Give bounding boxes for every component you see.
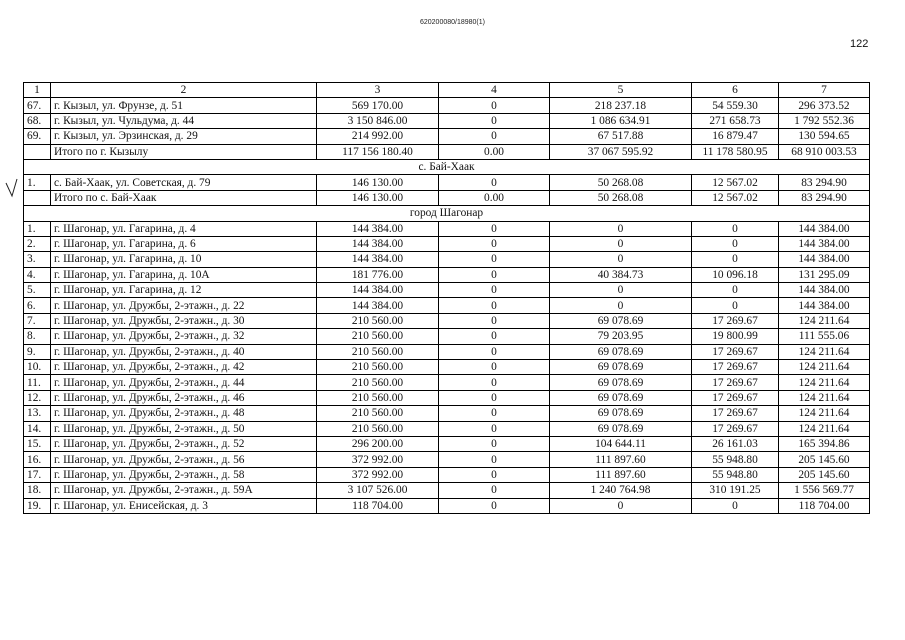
- col6-value: 54 559.30: [692, 98, 779, 113]
- col3-value: 144 384.00: [317, 298, 439, 313]
- address: г. Шагонар, ул. Дружбы, 2-этажн., д. 22: [51, 298, 317, 313]
- col3-value: 117 156 180.40: [317, 144, 439, 159]
- col5-value: 69 078.69: [550, 406, 692, 421]
- col7-value: 124 211.64: [779, 360, 870, 375]
- col5-value: 50 268.08: [550, 190, 692, 205]
- financing-table: [23, 82, 870, 514]
- row-number: 9.: [24, 344, 51, 359]
- address: г. Шагонар, ул. Гагарина, д. 6: [51, 236, 317, 251]
- table-row: [24, 98, 870, 113]
- column-header: 6: [692, 83, 779, 98]
- col5-value: 69 078.69: [550, 360, 692, 375]
- table-row: [24, 421, 870, 436]
- col6-value: 26 161.03: [692, 436, 779, 451]
- table-row: [24, 113, 870, 128]
- col4-value: 0: [439, 298, 550, 313]
- col4-value: 0: [439, 406, 550, 421]
- col6-value: 17 269.67: [692, 421, 779, 436]
- col6-value: 17 269.67: [692, 375, 779, 390]
- col6-value: 17 269.67: [692, 406, 779, 421]
- row-number: 68.: [24, 113, 51, 128]
- col7-value: 118 704.00: [779, 498, 870, 513]
- col7-value: 296 373.52: [779, 98, 870, 113]
- col4-value: 0: [439, 129, 550, 144]
- table-row: [24, 283, 870, 298]
- address: г. Шагонар, ул. Дружбы, 2-этажн., д. 56: [51, 452, 317, 467]
- col7-value: 83 294.90: [779, 175, 870, 190]
- section-title: с. Бай-Хаак: [24, 159, 870, 174]
- row-number: 6.: [24, 298, 51, 313]
- table-row: [24, 390, 870, 405]
- col5-value: 1 086 634.91: [550, 113, 692, 128]
- col5-value: 0: [550, 236, 692, 251]
- col6-value: 19 800.99: [692, 329, 779, 344]
- col5-value: 104 644.11: [550, 436, 692, 451]
- address: с. Бай-Хаак, ул. Советская, д. 79: [51, 175, 317, 190]
- col6-value: 12 567.02: [692, 175, 779, 190]
- col4-value: 0: [439, 344, 550, 359]
- col6-value: 17 269.67: [692, 344, 779, 359]
- col4-value: 0: [439, 221, 550, 236]
- table-body: [24, 83, 870, 514]
- table-row: [24, 452, 870, 467]
- total-row: [24, 144, 870, 159]
- col3-value: 210 560.00: [317, 375, 439, 390]
- col6-value: 11 178 580.95: [692, 144, 779, 159]
- col7-value: 205 145.60: [779, 452, 870, 467]
- col3-value: 210 560.00: [317, 390, 439, 405]
- col4-value: 0.00: [439, 144, 550, 159]
- col7-value: 1 556 569.77: [779, 483, 870, 498]
- col5-value: 1 240 764.98: [550, 483, 692, 498]
- table-row: [24, 483, 870, 498]
- col5-value: 69 078.69: [550, 390, 692, 405]
- address: г. Шагонар, ул. Гагарина, д. 10А: [51, 267, 317, 282]
- address: г. Шагонар, ул. Дружбы, 2-этажн., д. 30: [51, 313, 317, 328]
- table-row: [24, 467, 870, 482]
- col6-value: 10 096.18: [692, 267, 779, 282]
- table-row: [24, 344, 870, 359]
- column-header: 3: [317, 83, 439, 98]
- col5-value: 0: [550, 252, 692, 267]
- col7-value: 83 294.90: [779, 190, 870, 205]
- table-row: [24, 313, 870, 328]
- table-row: [24, 360, 870, 375]
- address: г. Кызыл, ул. Эрзинская, д. 29: [51, 129, 317, 144]
- col4-value: 0: [439, 483, 550, 498]
- col3-value: 372 992.00: [317, 467, 439, 482]
- col3-value: 210 560.00: [317, 313, 439, 328]
- address: г. Кызыл, ул. Фрунзе, д. 51: [51, 98, 317, 113]
- row-number: 11.: [24, 375, 51, 390]
- col5-value: 0: [550, 298, 692, 313]
- row-number: 13.: [24, 406, 51, 421]
- table-row: [24, 221, 870, 236]
- col4-value: 0.00: [439, 190, 550, 205]
- col4-value: 0: [439, 267, 550, 282]
- column-header: 5: [550, 83, 692, 98]
- col3-value: 3 107 526.00: [317, 483, 439, 498]
- col4-value: 0: [439, 113, 550, 128]
- section-row: [24, 206, 870, 221]
- col5-value: 37 067 595.92: [550, 144, 692, 159]
- col4-value: 0: [439, 498, 550, 513]
- col4-value: 0: [439, 467, 550, 482]
- col3-value: 118 704.00: [317, 498, 439, 513]
- col5-value: 69 078.69: [550, 375, 692, 390]
- column-header: 2: [51, 83, 317, 98]
- col3-value: 144 384.00: [317, 283, 439, 298]
- table-row: [24, 252, 870, 267]
- row-number: 7.: [24, 313, 51, 328]
- address: г. Шагонар, ул. Гагарина, д. 4: [51, 221, 317, 236]
- row-number: 4.: [24, 267, 51, 282]
- col7-value: 124 211.64: [779, 344, 870, 359]
- page-number: 122: [850, 38, 869, 50]
- col7-value: 124 211.64: [779, 313, 870, 328]
- column-header: 1: [24, 83, 51, 98]
- col3-value: 3 150 846.00: [317, 113, 439, 128]
- col4-value: 0: [439, 283, 550, 298]
- address: г. Кызыл, ул. Чульдума, д. 44: [51, 113, 317, 128]
- total-row: [24, 190, 870, 205]
- table-row: [24, 298, 870, 313]
- col6-value: 0: [692, 236, 779, 251]
- col7-value: 165 394.86: [779, 436, 870, 451]
- col5-value: 79 203.95: [550, 329, 692, 344]
- row-number: 1.: [24, 221, 51, 236]
- row-number: [24, 190, 51, 205]
- table-row: [24, 236, 870, 251]
- col4-value: 0: [439, 375, 550, 390]
- address: г. Шагонар, ул. Гагарина, д. 10: [51, 252, 317, 267]
- col3-value: 372 992.00: [317, 452, 439, 467]
- col3-value: 210 560.00: [317, 344, 439, 359]
- col5-value: 69 078.69: [550, 421, 692, 436]
- col5-value: 69 078.69: [550, 313, 692, 328]
- col4-value: 0: [439, 436, 550, 451]
- col6-value: 17 269.67: [692, 313, 779, 328]
- col7-value: 144 384.00: [779, 283, 870, 298]
- col4-value: 0: [439, 236, 550, 251]
- col4-value: 0: [439, 360, 550, 375]
- col7-value: 144 384.00: [779, 221, 870, 236]
- col7-value: 205 145.60: [779, 467, 870, 482]
- col6-value: 16 879.47: [692, 129, 779, 144]
- address: г. Шагонар, ул. Дружбы, 2-этажн., д. 40: [51, 344, 317, 359]
- col7-value: 144 384.00: [779, 236, 870, 251]
- col7-value: 68 910 003.53: [779, 144, 870, 159]
- table-row: [24, 375, 870, 390]
- row-number: 18.: [24, 483, 51, 498]
- col7-value: 111 555.06: [779, 329, 870, 344]
- col5-value: 0: [550, 221, 692, 236]
- total-label: Итого по с. Бай-Хаак: [51, 190, 317, 205]
- row-number: 1.: [24, 175, 51, 190]
- address: г. Шагонар, ул. Дружбы, 2-этажн., д. 42: [51, 360, 317, 375]
- section-row: [24, 159, 870, 174]
- row-number: 5.: [24, 283, 51, 298]
- col3-value: 210 560.00: [317, 421, 439, 436]
- col5-value: 69 078.69: [550, 344, 692, 359]
- col7-value: 130 594.65: [779, 129, 870, 144]
- row-number: 8.: [24, 329, 51, 344]
- table-row: [24, 406, 870, 421]
- col3-value: 181 776.00: [317, 267, 439, 282]
- col7-value: 124 211.64: [779, 406, 870, 421]
- col6-value: 0: [692, 252, 779, 267]
- col4-value: 0: [439, 329, 550, 344]
- row-number: [24, 144, 51, 159]
- col3-value: 210 560.00: [317, 360, 439, 375]
- col6-value: 0: [692, 283, 779, 298]
- row-number: 15.: [24, 436, 51, 451]
- address: г. Шагонар, ул. Дружбы, 2-этажн., д. 48: [51, 406, 317, 421]
- row-number: 12.: [24, 390, 51, 405]
- col6-value: 0: [692, 498, 779, 513]
- col6-value: 271 658.73: [692, 113, 779, 128]
- col3-value: 144 384.00: [317, 236, 439, 251]
- address: г. Шагонар, ул. Гагарина, д. 12: [51, 283, 317, 298]
- col6-value: 0: [692, 221, 779, 236]
- col4-value: 0: [439, 252, 550, 267]
- col7-value: 131 295.09: [779, 267, 870, 282]
- col5-value: 67 517.88: [550, 129, 692, 144]
- col4-value: 0: [439, 313, 550, 328]
- col7-value: 124 211.64: [779, 421, 870, 436]
- address: г. Шагонар, ул. Енисейская, д. 3: [51, 498, 317, 513]
- row-number: 67.: [24, 98, 51, 113]
- address: г. Шагонар, ул. Дружбы, 2-этажн., д. 32: [51, 329, 317, 344]
- col7-value: 1 792 552.36: [779, 113, 870, 128]
- col4-value: 0: [439, 421, 550, 436]
- col6-value: 17 269.67: [692, 360, 779, 375]
- col3-value: 144 384.00: [317, 221, 439, 236]
- address: г. Шагонар, ул. Дружбы, 2-этажн., д. 59А: [51, 483, 317, 498]
- col4-value: 0: [439, 452, 550, 467]
- table-row: [24, 267, 870, 282]
- table-row: [24, 498, 870, 513]
- column-header: 7: [779, 83, 870, 98]
- col6-value: 12 567.02: [692, 190, 779, 205]
- col5-value: 40 384.73: [550, 267, 692, 282]
- col3-value: 569 170.00: [317, 98, 439, 113]
- table-row: [24, 436, 870, 451]
- col5-value: 111 897.60: [550, 467, 692, 482]
- total-label: Итого по г. Кызылу: [51, 144, 317, 159]
- table-row: [24, 129, 870, 144]
- col3-value: 296 200.00: [317, 436, 439, 451]
- col5-value: 50 268.08: [550, 175, 692, 190]
- table-row: [24, 175, 870, 190]
- address: г. Шагонар, ул. Дружбы, 2-этажн., д. 52: [51, 436, 317, 451]
- col6-value: 310 191.25: [692, 483, 779, 498]
- section-title: город Шагонар: [24, 206, 870, 221]
- row-number: 2.: [24, 236, 51, 251]
- table-row: [24, 329, 870, 344]
- col5-value: 111 897.60: [550, 452, 692, 467]
- row-number: 69.: [24, 129, 51, 144]
- row-number: 16.: [24, 452, 51, 467]
- col6-value: 0: [692, 298, 779, 313]
- col3-value: 210 560.00: [317, 406, 439, 421]
- col4-value: 0: [439, 98, 550, 113]
- col3-value: 214 992.00: [317, 129, 439, 144]
- header-row: [24, 83, 870, 98]
- col5-value: 0: [550, 283, 692, 298]
- col4-value: 0: [439, 390, 550, 405]
- address: г. Шагонар, ул. Дружбы, 2-этажн., д. 58: [51, 467, 317, 482]
- row-number: 19.: [24, 498, 51, 513]
- address: г. Шагонар, ул. Дружбы, 2-этажн., д. 50: [51, 421, 317, 436]
- column-header: 4: [439, 83, 550, 98]
- col7-value: 144 384.00: [779, 298, 870, 313]
- row-number: 3.: [24, 252, 51, 267]
- col3-value: 146 130.00: [317, 175, 439, 190]
- col7-value: 124 211.64: [779, 390, 870, 405]
- col3-value: 210 560.00: [317, 329, 439, 344]
- col6-value: 55 948.80: [692, 452, 779, 467]
- col4-value: 0: [439, 175, 550, 190]
- col6-value: 55 948.80: [692, 467, 779, 482]
- col3-value: 146 130.00: [317, 190, 439, 205]
- document-id: 620200080/18980(1): [419, 19, 485, 26]
- col3-value: 144 384.00: [317, 252, 439, 267]
- row-number: 14.: [24, 421, 51, 436]
- col7-value: 124 211.64: [779, 375, 870, 390]
- col6-value: 17 269.67: [692, 390, 779, 405]
- row-number: 17.: [24, 467, 51, 482]
- col7-value: 144 384.00: [779, 252, 870, 267]
- col5-value: 218 237.18: [550, 98, 692, 113]
- address: г. Шагонар, ул. Дружбы, 2-этажн., д. 46: [51, 390, 317, 405]
- col5-value: 0: [550, 498, 692, 513]
- row-number: 10.: [24, 360, 51, 375]
- address: г. Шагонар, ул. Дружбы, 2-этажн., д. 44: [51, 375, 317, 390]
